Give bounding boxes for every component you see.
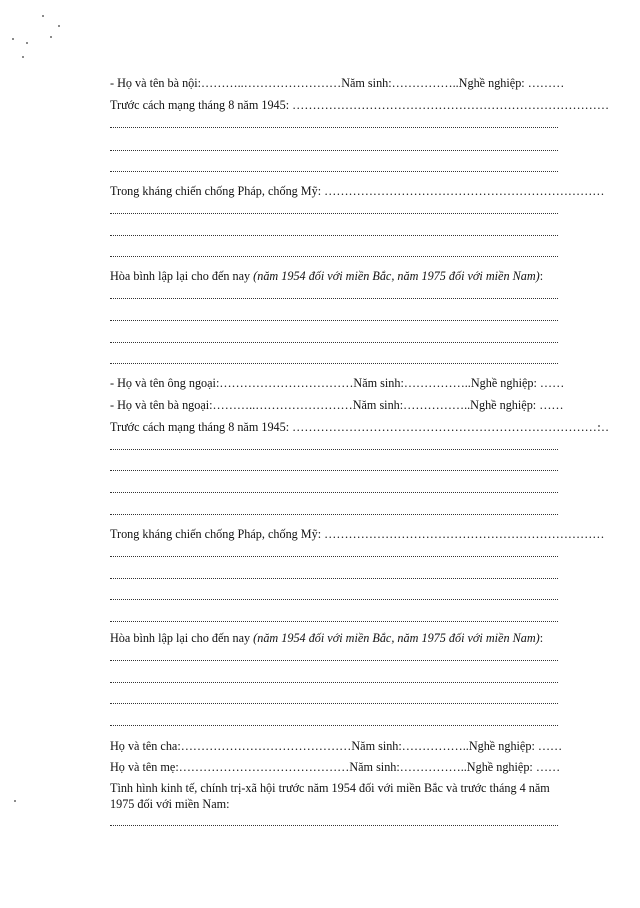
peace-label-suffix: : [539,631,544,645]
blank-line [110,361,558,364]
blank-line [110,658,558,661]
blank-line [110,597,558,600]
blank-line [110,148,558,151]
situation-text-line1: Tình hình kinh tế, chính trị-xã hội trước năm 1954 đối với miền Bắc và trước tháng 4 năm [110,781,550,795]
blank-line [110,169,558,172]
blank-line [110,340,558,343]
blank-line [110,619,558,622]
blank-line [110,318,558,321]
before-1945-label: Trước cách mạng tháng 8 năm 1945: …………………………………………………………………… [110,98,610,112]
blank-line [110,254,558,257]
blank-line [110,512,558,515]
blank-line [110,296,558,299]
scan-speck [26,42,28,44]
maternal-grandmother-line: - Họ và tên bà ngoại:………..……………………Năm sinh:……………..Nghề nghiệp: …… [110,398,564,412]
peace-label-text: Hòa bình lập lại cho đến nay [110,269,254,283]
scan-speck [22,56,24,58]
blank-line [110,447,558,450]
blank-line [110,468,558,471]
blank-line [110,125,558,128]
wartime-label: Trong kháng chiến chống Pháp, chống Mỹ: …………………………………………………………… [110,527,605,541]
blank-line [110,233,558,236]
paternal-grandmother-line: - Họ và tên bà nội:………..……………………Năm sinh:……………..Nghề nghiệp: ……… [110,76,565,90]
wartime-label: Trong kháng chiến chống Pháp, chống Mỹ: …………………………………………………………… [110,184,605,198]
blank-line [110,554,558,557]
maternal-grandfather-line: - Họ và tên ông ngoại:……………………………Năm sinh:……………..Nghề nghiệp: …… [110,376,565,390]
peace-label-note: (năm 1954 đối với miền Bắc, năm 1975 đối với miền Nam) [253,269,540,283]
father-line: Họ và tên cha:……………………………………Năm sinh:……………..Nghề nghiệp: …… [110,739,563,753]
peace-label [110,269,543,283]
blank-line [110,680,558,683]
peace-label-note: (năm 1954 đối với miền Bắc, năm 1975 đối với miền Nam) [253,631,540,645]
scan-speck [42,15,44,17]
scan-speck [58,25,60,27]
blank-line [110,576,558,579]
blank-line [110,211,558,214]
scan-speck [12,38,14,40]
blank-line [110,490,558,493]
blank-line [110,701,558,704]
blank-line [110,823,558,826]
mother-line: Họ và tên mẹ:……………………………………Năm sinh:……………..Nghề nghiệp: …… [110,760,561,774]
peace-label [110,631,543,645]
blank-line [110,723,558,726]
scan-speck [14,800,16,802]
before-1945-label: Trước cách mạng tháng 8 năm 1945: …………………………………………………………………… [110,420,610,434]
situation-text-line2: 1975 đối với miền Nam: [110,797,230,811]
scan-speck [50,36,52,38]
peace-label-suffix: : [539,269,544,283]
peace-label-text: Hòa bình lập lại cho đến nay [110,631,254,645]
